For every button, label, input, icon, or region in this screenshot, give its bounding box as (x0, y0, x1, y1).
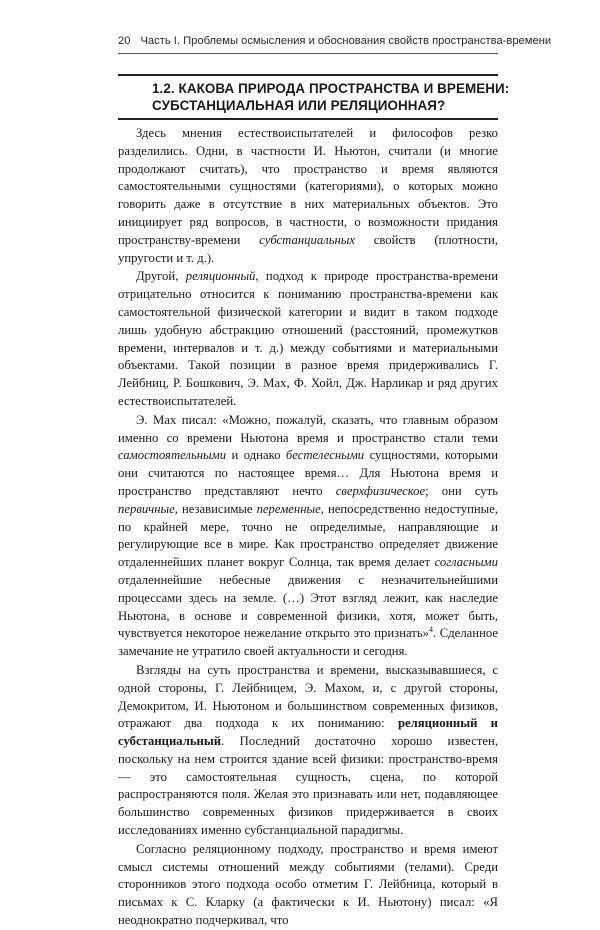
text-run: , независимые (174, 501, 257, 516)
body-paragraph (118, 841, 498, 930)
text-run: сущностями, которыми они считаются по настоящее время… Для Ньютона время и пространство представляют нечто (118, 448, 499, 498)
body-paragraph (118, 268, 498, 410)
bold-text: реляционный и субстанциальный (118, 716, 498, 749)
body-text (118, 125, 498, 930)
running-title: Часть I. Проблемы осмысления и обоснования свойств пространства-времени (140, 35, 552, 47)
section-title-line-2: СУБСТАНЦИАЛЬНАЯ ИЛИ РЕЛЯЦИОННАЯ? (152, 98, 446, 113)
page-number: 20 (118, 35, 131, 47)
text-run: свойств (плотности, упругости и т. д.). (118, 232, 498, 265)
section-title-box (118, 74, 510, 120)
text-run: Взгляды на суть пространства и времени, высказывавшиеся, с одной стороны, Г. Лейбницем, Э. Махом, и, с другой стороны, Демокритом, И. Ньютоном и большинством современных физиков, отражают два подхода к их пониманию: (118, 662, 498, 731)
footnote-ref: 4 (428, 625, 433, 635)
text-run: . Последний достаточно хорошо известен, поскольку на нем строится здание всей физики: пространство-время — это самостоятельная сущность, сцена, по которой распространяются поля. Желая это признавать или нет, подавляющее большинство современных физиков придерживается в своих исследованиях именно субстанциальной парадигмы. (118, 734, 498, 838)
text-run: , непосредственно недоступные, по крайней мере, точно не определимые, направляющие и регулирующие все в мире. Как пространство определяет движение отдаленнейших планет вокруг Солнца, так время делает (118, 501, 498, 570)
italic-text: бестелесными (285, 448, 365, 463)
italic-text: первичные (118, 501, 175, 516)
text-run: . Сделанное замечание не утратило своей актуальности и сегодня. (118, 626, 498, 659)
text-run: отдаленнейшие небесные движения с незначительнейшими процессами здесь на земле. (…) Этот взгляд лежит, как наследие Ньютона, в основе и современной физики, хотя, может быть, чувствуется некоторое нежелание открыто это признать» (118, 572, 498, 641)
italic-text: согласными (434, 555, 498, 570)
body-paragraph (118, 125, 498, 267)
text-run: Здесь мнения естествоиспытателей и философов резко разделились. Одни, в частности И. Ньютон, считали (и многие продолжают считать), что пространство и время являются самостоятельными сущностями (категориями), о которых можно говорить даже в отсутствие в них материальных объектов. Это инициирует ряд вопросов, в частности, о возможности придания пространству-времени (118, 126, 498, 247)
italic-text: реляционный, (185, 269, 259, 284)
text-run: подход к природе пространства-времени отрицательно относится к пониманию пространства-времени как самостоятельной физической категории и видит в таком подходе лишь удобную абстракцию отношений (расстояний, промежутков времени, интервалов и т. д.) между событиями и материальными объектами. Такой позиции в разное время придерживались Г. Лейбниц, Р. Бошкович, Э. Мах, Ф. Хойл, Дж. Нарликар и ряд других естествоиспытателей. (118, 269, 498, 408)
section-title-line-1: 1.2. КАКОВА ПРИРОДА ПРОСТРАНСТВА И ВРЕМЕНИ: (152, 81, 510, 96)
italic-text: сверхфизическое (335, 483, 426, 498)
text-run: ; они суть (425, 483, 498, 498)
italic-text: субстанциальных (259, 232, 355, 247)
header-rule (118, 53, 498, 54)
text-run: Согласно реляционному подходу, пространство и время имеют смысл системы отношений между событиями (телами). Среди сторонников этого подхода особо отметим Г. Лейбница, который в письмах к С. Кларку (а фактически к И. Ньютону) писал: «Я неоднократно подчеркивал, что (118, 841, 498, 928)
italic-text: самостоятельными (118, 448, 227, 463)
italic-text: переменные (256, 501, 321, 516)
text-run: Другой, (136, 269, 186, 284)
running-header (118, 35, 552, 47)
body-paragraph (118, 412, 498, 661)
body-paragraph (118, 662, 498, 840)
text-run: и однако (226, 448, 286, 463)
text-run: Э. Мах писал: «Можно, пожалуй, сказать, что главным образом именно со времени Ньютона время и пространство стали теми (118, 412, 498, 445)
